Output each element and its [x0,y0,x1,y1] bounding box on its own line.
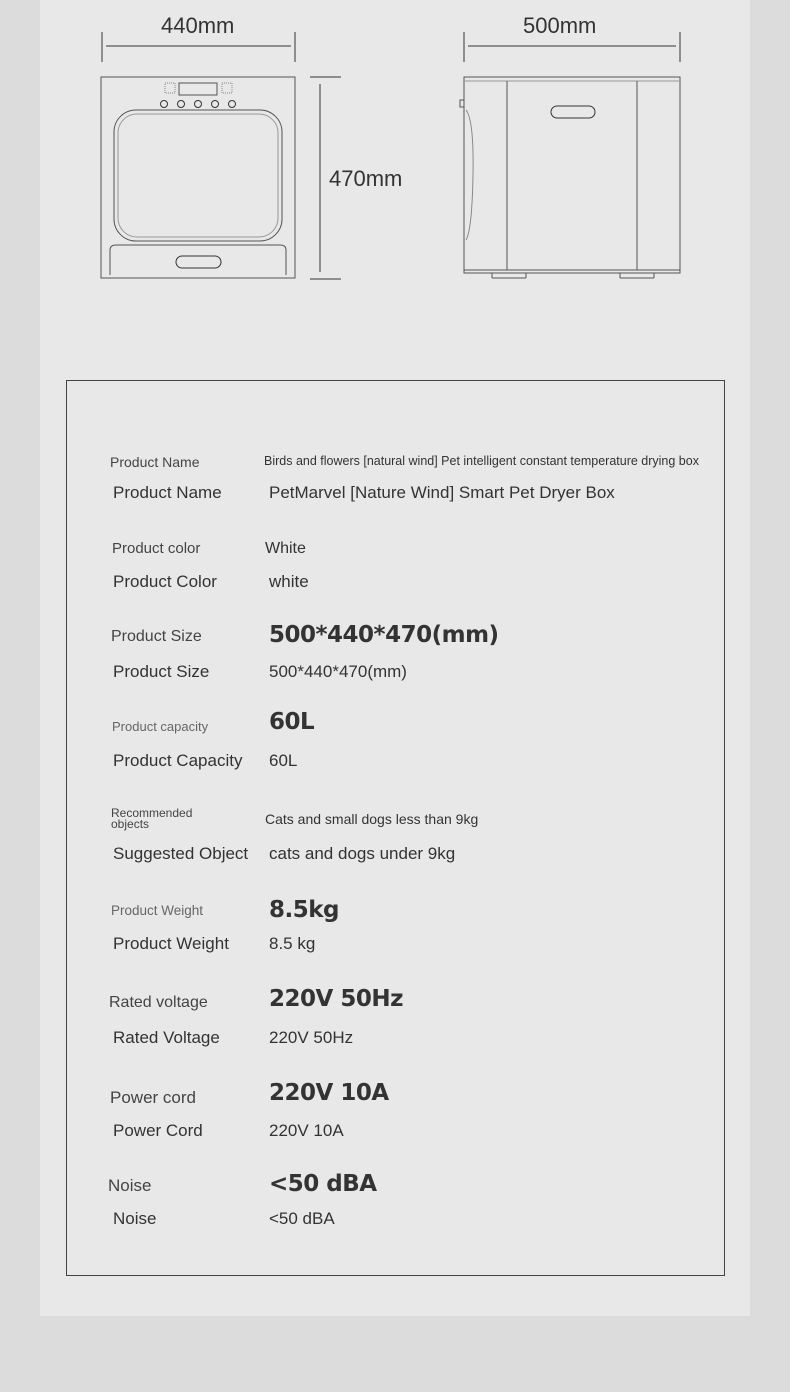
spec-value-cn: 8.5kg [269,897,340,923]
spec-value-en: 220V 10A [269,1121,344,1140]
spec-key-en: Product Capacity [113,751,243,770]
spec-value-cn: <50 dBA [269,1171,377,1197]
spec-key-cn [111,808,192,830]
spec-key-en: Product Color [113,572,217,591]
spec-value-en: 220V 50Hz [269,1028,354,1047]
spec-value-cn: 220V 50Hz [269,986,403,1012]
spec-value-cn: 500*440*470(mm) [269,622,499,648]
spec-key-cn: Rated voltage [109,994,208,1011]
spec-key-en: Suggested Object [113,844,249,863]
side-view-icon [460,77,680,278]
spec-value-en: 500*440*470(mm) [269,662,407,681]
spec-key-en: Product Size [113,662,210,681]
spec-value-cn: Cats and small dogs less than 9kg [265,811,479,827]
front-view-icon [101,77,295,278]
height-dimension-label: 470mm [329,166,403,191]
spec-key-en: Product Weight [113,934,229,953]
product-dimension-drawing [0,0,790,330]
spec-value-en: white [269,572,309,591]
spec-key-en: Rated Voltage [113,1028,220,1047]
depth-dimension-label: 500mm [523,13,597,38]
spec-value-cn: Birds and flowers [natural wind] Pet intelligent constant temperature drying box [264,454,699,468]
spec-value-cn: White [265,540,306,557]
spec-key-cn: Product Name [110,454,200,470]
spec-key-cn: Product Weight [111,903,204,918]
spec-value-en: 8.5 kg [269,934,316,953]
spec-key-cn: Noise [108,1176,152,1195]
spec-value-en: <50 dBA [269,1209,335,1228]
spec-key-cn-line1: Recommended [111,806,193,820]
spec-key-en: Product Name [113,483,222,502]
spec-key-cn: Product capacity [112,719,209,734]
spec-key-cn: Power cord [110,1088,196,1107]
width-dimension-label: 440mm [161,13,235,38]
spec-table [66,380,725,1276]
spec-key-cn-line2: objects [111,817,150,831]
spec-value-en: 60L [269,751,298,770]
spec-value-cn: 220V 10A [269,1080,389,1106]
spec-key-en: Power Cord [113,1121,203,1140]
spec-key-cn: Product color [112,540,201,557]
spec-key-cn: Product Size [111,628,202,645]
spec-value-en: cats and dogs under 9kg [269,844,456,863]
spec-key-en: Noise [113,1209,157,1228]
spec-value-cn: 60L [269,709,315,735]
spec-value-en: PetMarvel [Nature Wind] Smart Pet Dryer Box [269,483,615,502]
